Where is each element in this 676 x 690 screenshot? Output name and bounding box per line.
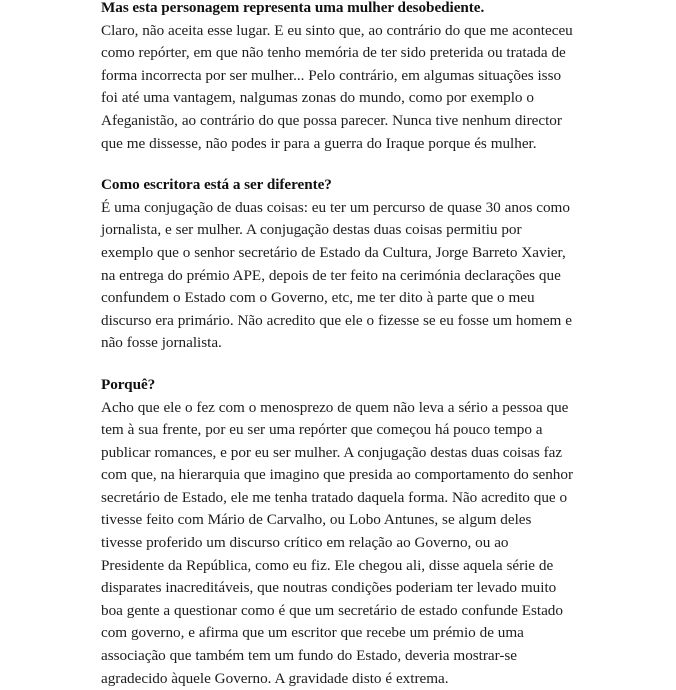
interview-answer-1: Claro, não aceita esse lugar. E eu sinto que, ao contrário do que me aconteceu como repórter, em que não tenho memória de ter sido preterida ou tratada de forma incorrecta por ser mulher... Pelo contrário, em algumas situações isso foi até uma vantagem, nalgumas zonas do mundo, como por exemplo o Afeganistão, ao contrário do que possa parecer. Nunca tive nenhum director que me dissesse, não podes ir para a guerra do Iraque porque és mulher. bbox=[101, 20, 573, 156]
interview-article bbox=[101, 0, 573, 690]
interview-question-1: Mas esta personagem representa uma mulher desobediente. bbox=[101, 0, 573, 20]
interview-question-3: Porquê? bbox=[101, 374, 573, 397]
qa-block-3 bbox=[101, 374, 573, 690]
interview-question-2: Como escritora está a ser diferente? bbox=[101, 174, 573, 197]
interview-answer-2: É uma conjugação de duas coisas: eu ter um percurso de quase 30 anos como jornalista, e ser mulher. A conjugação destas duas coisas permitiu por exemplo que o senhor secretário de Estado da Cultura, Jorge Barreto Xavier, na entrega do prémio APE, depois de ter feito na cerimónia declarações que confundem o Estado com o Governo, etc, me ter dito à parte que o meu discurso era primário. Não acredito que ele o fizesse se eu fosse um homem e não fosse jornalista. bbox=[101, 197, 573, 355]
qa-block-1 bbox=[101, 0, 573, 155]
interview-answer-3: Acho que ele o fez com o menosprezo de quem não leva a sério a pessoa que tem à sua frente, por eu ser uma repórter que começou há pouco tempo a publicar romances, e por eu ser mulher. A conjugação destas duas coisas faz com que, na hierarquia que imagino que presida ao comportamento do senhor secretário de Estado, ele me tenha tratado daquela forma. Não acredito que o tivesse feito com Mário de Carvalho, ou Lobo Antunes, se algum deles tivesse proferido um discurso crítico em relação ao Governo, ou ao Presidente da República, como eu fiz. Ele chegou ali, disse aquela série de disparates inacreditáveis, que noutras condições poderiam ter levado muito boa gente a questionar como é que um secretário de estado confunde Estado com governo, e afirma que um escritor que recebe um prémio de uma associação que também tem um fundo do Estado, deveria mostrar-se agradecido àquele Governo. A gravidade disto é extrema. bbox=[101, 397, 573, 690]
qa-block-2 bbox=[101, 174, 573, 355]
